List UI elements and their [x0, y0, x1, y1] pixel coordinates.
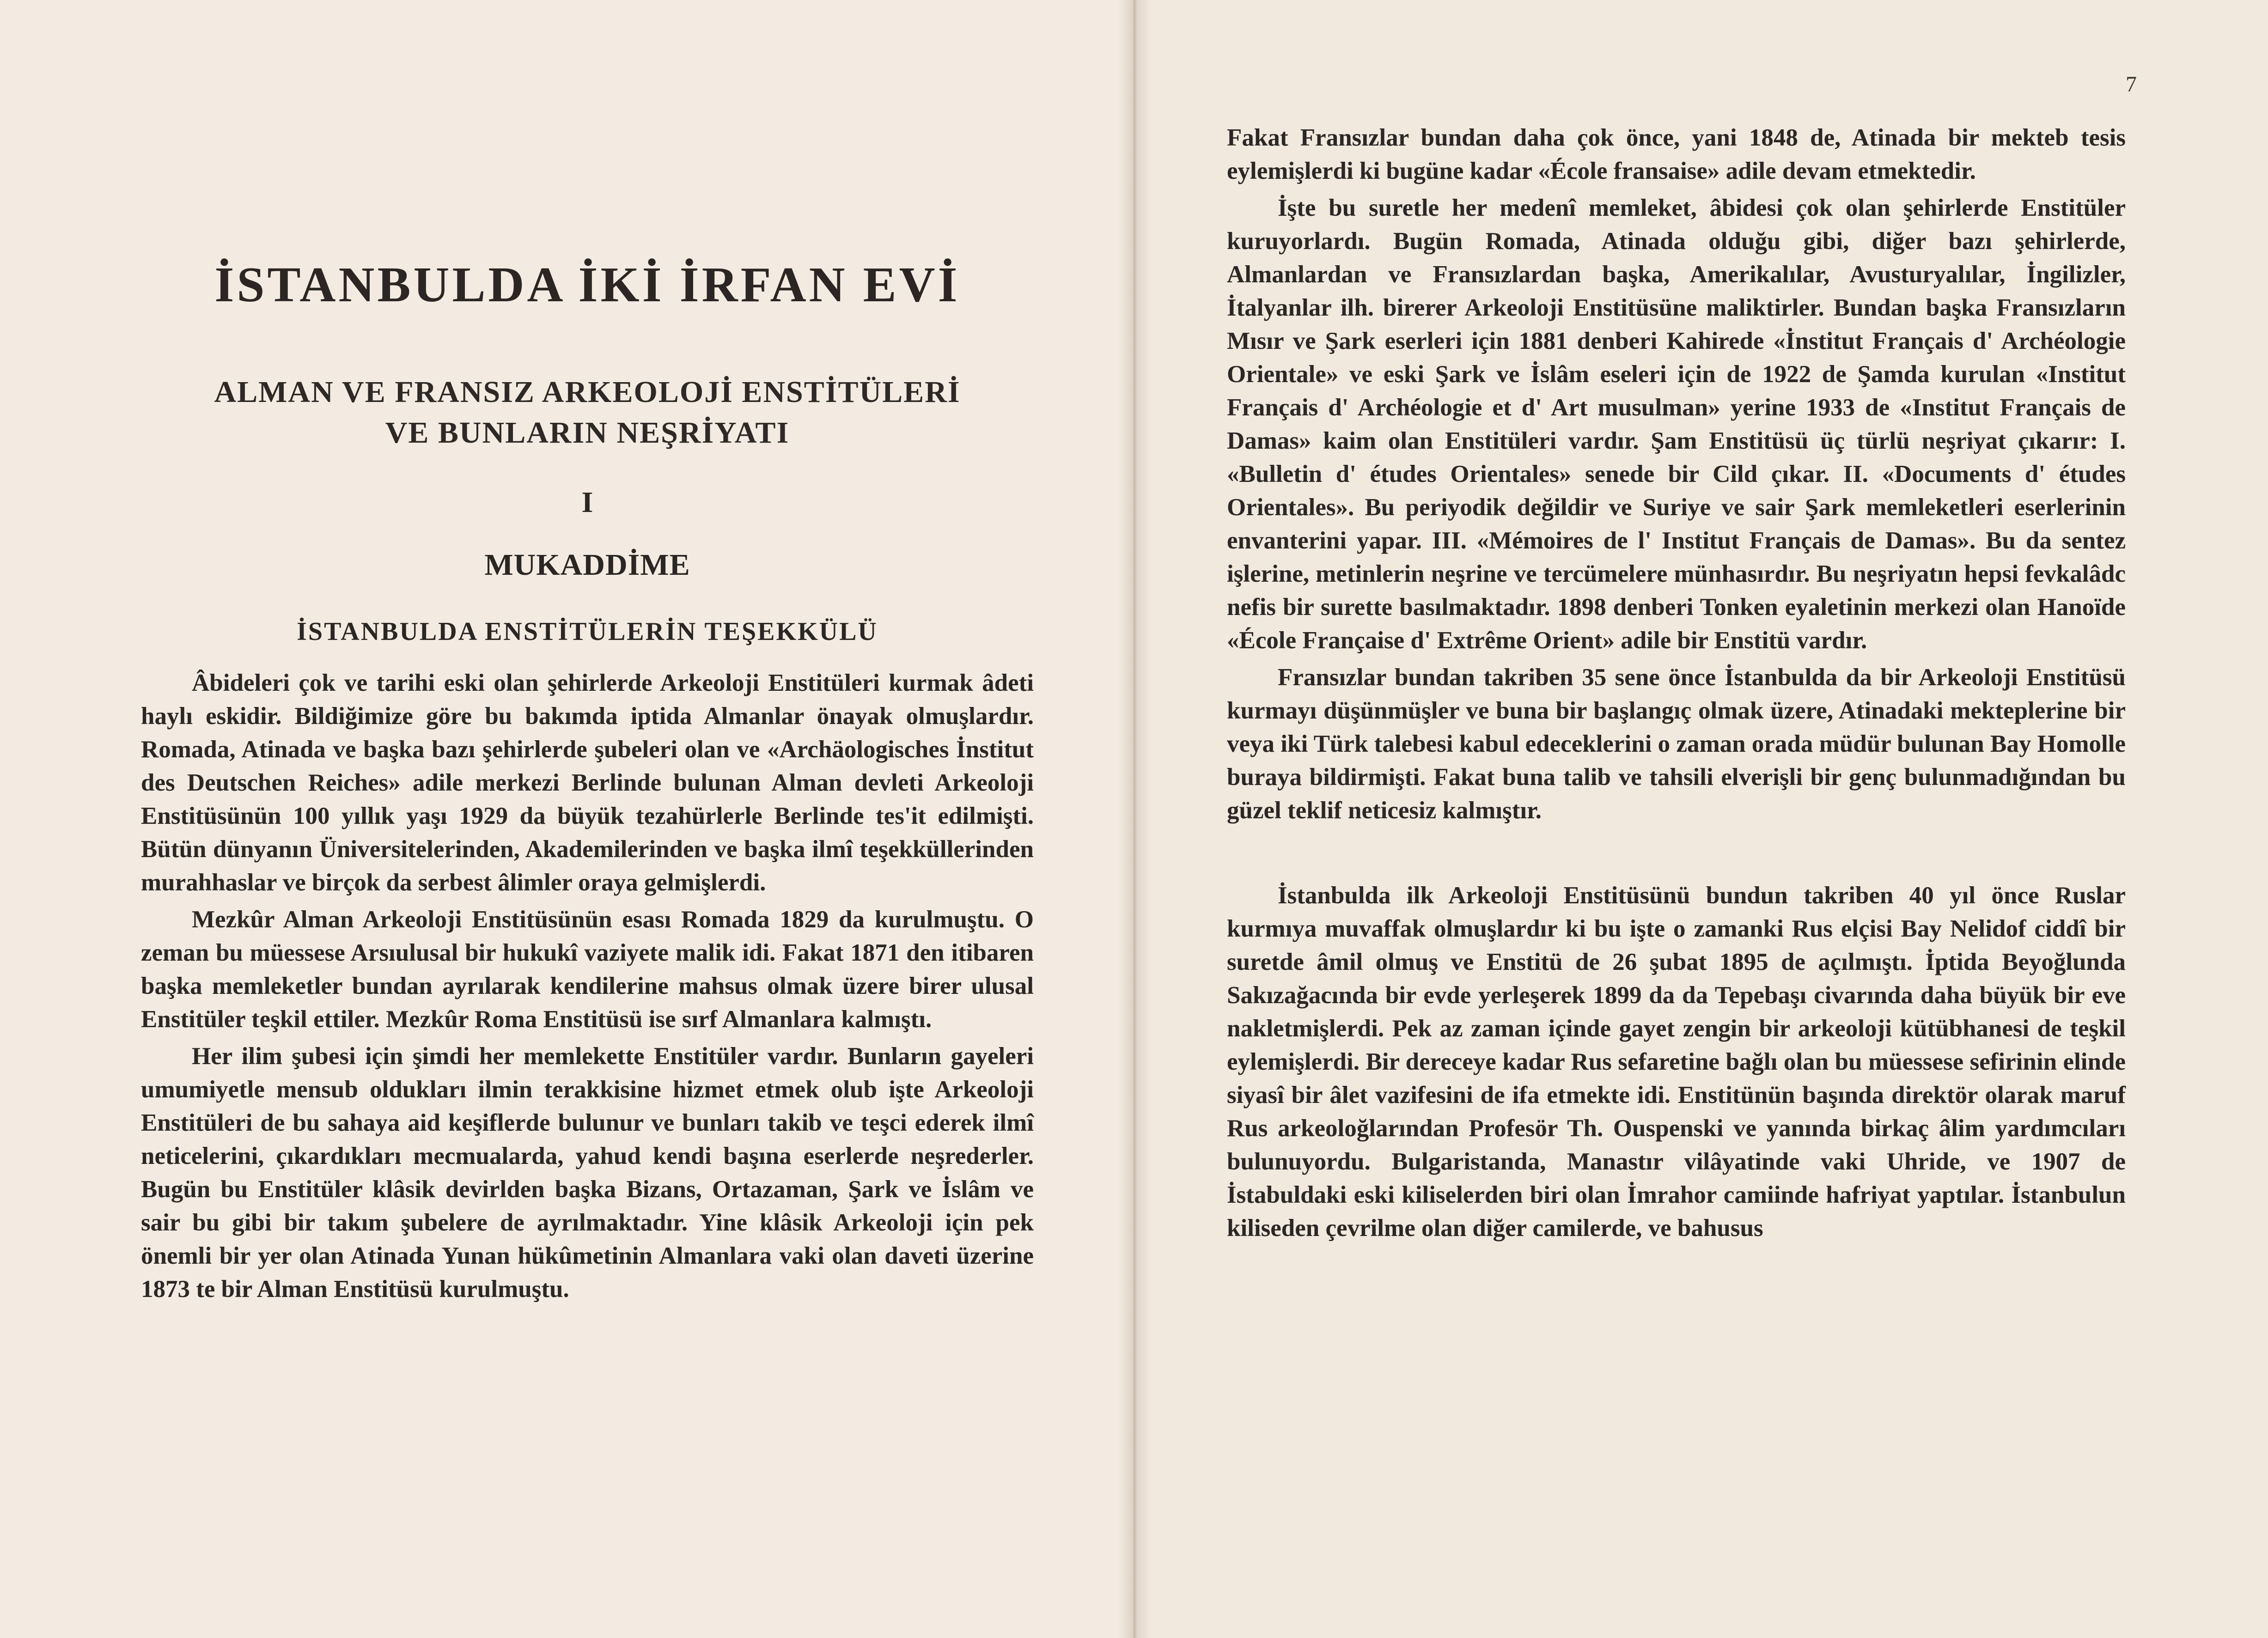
subtitle-line-2: VE BUNLARIN NEŞRİYATI: [385, 416, 790, 450]
paragraph: Fransızlar bundan takriben 35 sene önce İstanbulda da bir Arkeoloji Enstitüsü kurmayı düşünmüşler ve buna bir başlangıç olmak üzere, Atinadaki mekteplerine bir veya iki Türk talebesi kabul edeceklerini o zaman orada müdür bulunan Bay Homolle buraya bildirmişti. Fakat buna talib ve tahsili elverişli bir genç bulunmadığından bu güzel teklif neticesiz kalmıştır.: [1227, 664, 2126, 824]
paragraph: İşte bu suretle her medenî memleket, âbidesi çok olan şehirlerde Enstitüler kuruyorlardı. Bugün Romada, Atinada olduğu gibi, diğer bazı şehirlerde, Almanlardan ve Fransızlardan başka, Amerikalılar, Avusturyalılar, İngilizler, İtalyanlar ilh. birerer Arkeoloji Enstitüsüne maliktirler. Bundan başka Fransızların Mısır ve Şark eserleri için 1881 denberi Kahirede «İnstitut Français d' Archéologie Orientale» ve eski Şark ve İslâm eseleri için de 1922 de Şamda kurulan «Institut Français d' Archéologie et d' Art musulman» yerine 1933 de «Institut Français de Damas» kaim olan Enstitüleri vardır. Şam Enstitüsü üç türlü neşriyat çıkarır: I. «Bulletin d' études Orientales» senede bir Cild çıkar. II. «Documents d' études Orientales». Bu periyodik değildir ve Suriye ve sair Şark memleketleri eserlerinin envanterini yapar. III. «Mémoires de l' Institut Français de Damas». Bu da sentez işlerine, metinlerin neşrine ve tercümelere münhasırdır. Bu neşriyatın hepsi fevkalâdc nefis bir surette basılmaktadır. 1898 denberi Tonken eyaletinin merkezi olan Hanoïde «École Française d' Extrême Orient» adile bir Enstitü vardır.: [1227, 195, 2126, 654]
right-page: [1132, 0, 2268, 1638]
book-gutter: [1118, 0, 1151, 1638]
paragraph: İstanbulda ilk Arkeoloji Enstitüsünü bundun takriben 40 yıl önce Ruslar kurmıya muvaffak olmuşlardır ki bu işte o zamanki Rus elçisi Bay Nelidof ciddî bir suretde âmil olmuş ve Enstitü de 26 şubat 1895 de açılmıştı. İptida Beyoğlunda Sakızağacında bir evde yerleşerek 1899 da da Tepebaşı civarında daha büyük bir eve nakletmişlerdi. Pek az zaman içinde gayet zengin bir arkeoloji kütübhanesi de teşkil eylemişlerdi. Bir dereceye kadar Rus sefaretine bağlı olan bu müessese sefirinin elinde siyasî bir âlet vazifesini de ifa etmekte idi. Enstitünün başında direktör olarak maruf Rus arkeoloğlarından Profesör Th. Ouspenski ve yanında birkaç âlim yardımcıları bulunuyordu. Bulgaristanda, Manastır vilâyatinde vaki Uhride, ve 1907 de İstabuldaki eski kiliselerden biri olan İmrahor camiinde hafriyat yaptılar. İstanbulun kiliseden çevrilme olan diğer camilerde, ve bahusus: [1227, 882, 2126, 1242]
page-title: İSTANBULDA İKİ İRFAN EVİ: [214, 257, 960, 312]
right-body-text: [1227, 121, 2126, 1248]
chapter-heading: MUKADDİME: [484, 548, 690, 582]
section-heading: İSTANBULDA ENSTİTÜLERİN TEŞEKKÜLÜ: [297, 617, 878, 646]
subtitle-line-1: ALMAN VE FRANSIZ ARKEOLOJİ ENSTİTÜLERİ: [214, 375, 961, 409]
page-number: 7: [2126, 72, 2137, 97]
left-page: [0, 0, 1132, 1638]
paragraph: Her ilim şubesi için şimdi her memlekette Enstitüler vardır. Bunların gayeleri umumiyetle mensub oldukları ilmin terakkisine hizmet etmek olub işte Arkeoloji Enstitüleri de bu sahaya aid keşiflerde bulunur ve bunları takib ve teşci ederek ilmî neticelerini, çıkardıkları mecmualarda, yahud kendi başına eserlerde neşrederler. Bugün bu Enstitüler klâsik devirlden başka Bizans, Ortazaman, Şark ve İslâm ve sair bu gibi bir takım şubelere de ayrılmaktadır. Yine klâsik Arkeoloji için pek önemli bir yer olan Atinada Yunan hükûmetinin Almanlara vaki olan daveti üzerine 1873 te bir Alman Enstitüsü kurulmuştu.: [141, 1043, 1034, 1303]
paragraph: Âbideleri çok ve tarihi eski olan şehirlerde Arkeoloji Enstitüleri kurmak âdeti haylı eskidir. Bildiğimize göre bu bakımda iptida Almanlar önayak olmuşlardır. Romada, Atinada ve başka bazı şehirlerde şubeleri olan ve «Archäologisches İnstitut des Deutschen Reiches» adile merkezi Berlinde bulunan Alman devleti Arkeoloji Enstitüsünün 100 yıllık yaşı 1929 da büyük tezahürlerle Berlinde tes'it edilmişti. Bütün dünyanın Üniversitelerinden, Akademilerinden ve başka ilmî teşekküllerinden murahhaslar ve birçok da serbest âlimler oraya gelmişlerdi.: [141, 670, 1034, 896]
part-number: I: [581, 486, 593, 518]
paragraph: Fakat Fransızlar bundan daha çok önce, yani 1848 de, Atinada bir mekteb tesis eylemişlerdi ki bugüne kadar «École fransaise» adile devam etmektedir.: [1227, 124, 2126, 184]
subtitle: [141, 372, 1034, 453]
paragraph: Mezkûr Alman Arkeoloji Enstitüsünün esası Romada 1829 da kurulmuştu. O zeman bu müessese Arsıulusal bir hukukî vaziyete malik idi. Fakat 1871 den itibaren başka memleketler bundan ayrılarak kendilerine mahsus olmak üzere birer ulusal Enstitüler teşkil ettiler. Mezkûr Roma Enstitüsü ise sırf Almanlara kalmıştı.: [141, 906, 1034, 1033]
left-body-text: [141, 666, 1034, 1309]
